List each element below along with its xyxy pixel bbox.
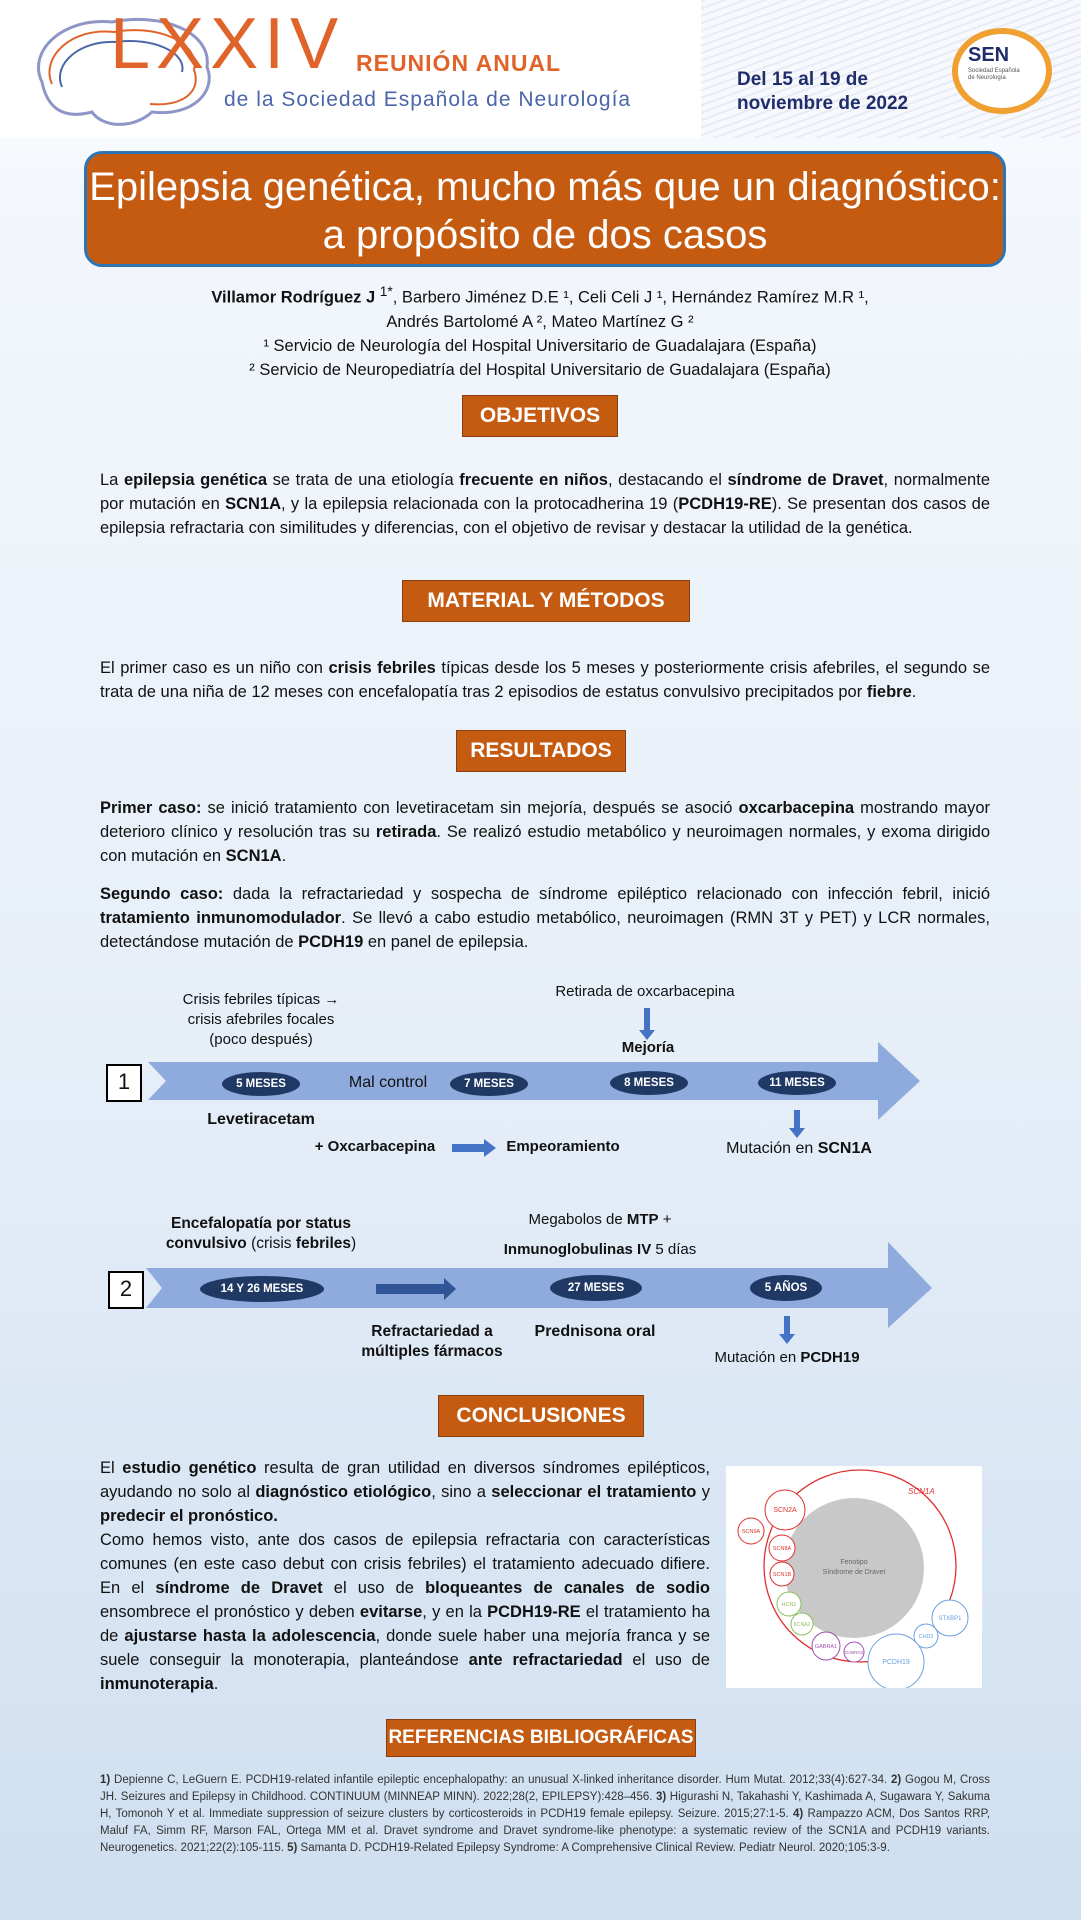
timeline1-mal-control: Mal control [348, 1074, 428, 1091]
meeting-dates: Del 15 al 19 de noviembre de 2022 [737, 69, 909, 114]
authors-line2: Andrés Bartolomé A ², Mateo Martínez G ² [386, 312, 694, 331]
svg-text:SCN1A: SCN1A [908, 1487, 935, 1496]
timeline2-pill-3: 5 AÑOS [750, 1275, 822, 1301]
svg-text:SCN2A: SCN2A [773, 1507, 797, 1514]
timeline2-arrowhead [779, 1334, 795, 1344]
timeline2-megabolos: Megabolos de MTP + [528, 1211, 672, 1228]
first-author: Villamor Rodríguez J [211, 288, 376, 307]
gene-phenotype-figure [726, 1466, 982, 1688]
section-resultados: RESULTADOS [456, 730, 626, 772]
timeline1-arrowhead-2 [789, 1128, 805, 1138]
first-author-sup: 1* [379, 284, 393, 299]
svg-text:Síndrome de Dravet: Síndrome de Dravet [822, 1569, 886, 1576]
edition-number: LXXIV [110, 4, 345, 84]
svg-text:GABRG2: GABRG2 [844, 1650, 864, 1655]
svg-text:PCDH19: PCDH19 [882, 1659, 910, 1666]
gene-venn-diagram [726, 1466, 982, 1688]
svg-text:SCN9A: SCN9A [741, 1529, 761, 1535]
svg-text:SCN1B: SCN1B [772, 1572, 792, 1578]
authors-line1: , Barbero Jiménez D.E ¹, Celi Celi J ¹, Hernández Ramírez M.R ¹, [392, 288, 869, 307]
references-list: 1) Depienne C, LeGuern E. PCDH19-related infantile epileptic encephalopathy: an unusual X-linked inheritance disorder. Hum Mutat. 2012;33(4):627-34. 2) Gogou M, Cross JH. Seizures and Epilepsy in Childhood. CONTINUUM (MINNEAP MINN). 2022;28(2, EPILEPSY):428–456. 3) Higurashi N, Takahashi Y, Kashimada A, Sugawara Y, Sakuma H, Tomonoh Y et al. Immediate suppression of seizure clusters by corticosteroids in PCDH19 female epilepsy. Seizure. 2015;27:1-5. 4) Rampazzo ACM, Dos Santos RRP, Maluf FA, Simm RF, Marson FAL, Ortega MM et al. Dravet syndrome and Dravet syndrome-like phenotype: a systematic review of the SCN1A and PCDH19 variants. Neurogenetics. 2021;22(2):105-115. 5) Samanta D. PCDH19-Related Epilepsy Syndrome: A Comprehensive Clinical Review. Pediatr Neurol. 2020;105:3-9. [100, 1774, 990, 1854]
svg-text:Fenotipo: Fenotipo [840, 1559, 868, 1566]
timeline1-pill-4: 11 MESES [758, 1071, 836, 1095]
timeline2-arrow-down [784, 1316, 790, 1336]
resultados-caso1: Primer caso: se inició tratamiento con levetiracetam sin mejoría, después se asoció oxcarbacepina mostrando mayor deterioro clínico y resolución tras su retirada. Se realizó estudio metabólico y neuroimagen normales, y exoma dirigido con mutación en SCN1A. [100, 799, 991, 865]
meeting-title: REUNIÓN ANUAL [356, 50, 562, 76]
timeline1-levetiracetam: Levetiracetam [207, 1111, 315, 1128]
resultados-caso2: Segundo caso: dada la refractariedad y sospecha de síndrome epiléptico relacionado con infección febril, inició tratamiento inmunomodulador. Se llevó a cabo estudio metabólico, neuroimagen (RMN 3T y PET) y LCR normales, detectándose mutación de PCDH19 en panel de epilepsia. [100, 885, 991, 951]
svg-text:CHD2: CHD2 [918, 1634, 934, 1640]
poster-title: Epilepsia genética, mucho más que un diagnóstico: a propósito de dos casos [84, 151, 1006, 267]
timeline2-note-left: Encefalopatía por status convulsivo (crisis febriles) [165, 1215, 357, 1252]
timeline1-pill-2: 7 MESES [450, 1072, 528, 1096]
timeline1-arrow-down-1 [644, 1008, 650, 1032]
svg-text:STXBP1: STXBP1 [938, 1616, 962, 1622]
section-material-metodos: MATERIAL Y MÉTODOS [402, 580, 690, 622]
poster-header [0, 0, 1081, 138]
society-name: de la Sociedad Española de Neurología [224, 88, 632, 111]
authors-block [100, 280, 980, 382]
section-conclusiones: CONCLUSIONES [438, 1395, 644, 1437]
section-objetivos: OBJETIVOS [462, 395, 618, 437]
svg-text:KCNA2: KCNA2 [793, 1622, 811, 1628]
svg-text:SCN8A: SCN8A [772, 1546, 792, 1552]
timeline1-note-mid: Retirada de oxcarbacepina [555, 983, 735, 1000]
timeline1-pill-3: 8 MESES [610, 1071, 688, 1095]
timeline1-oxcarbacepina: + Oxcarbacepina [314, 1138, 436, 1155]
metodos-text: El primer caso es un niño con crisis febriles típicas desde los 5 meses y posteriormente crisis afebriles, el segundo se trata de una niña de 12 meses con encefalopatía tras 2 episodios de estatus convulsivo precipitados por fiebre. [100, 659, 990, 701]
timeline2-number: 2 [108, 1271, 144, 1309]
timeline1-number: 1 [106, 1064, 142, 1102]
sen-logo-subtext: Sociedad Española de Neurología [968, 68, 1020, 81]
svg-text:HCN1: HCN1 [781, 1602, 797, 1608]
objetivos-text: La epilepsia genética se trata de una etiología frecuente en niños, destacando el síndrome de Dravet, normalmente por mutación en SCN1A, y la epilepsia relacionada con la protocadherina 19 (PCDH19-RE). Se presentan dos casos de epilepsia refractaria con similitudes y diferencias, con el objetivo de revisar y destacar la utilidad de la genética. [100, 471, 991, 537]
affiliation-1: ¹ Servicio de Neurología del Hospital Universitario de Guadalajara (España) [263, 336, 817, 355]
timeline2-inmunoglobulinas: Inmunoglobulinas IV 5 días [503, 1241, 697, 1258]
timeline2-prednisona: Prednisona oral [534, 1323, 656, 1340]
section-referencias: REFERENCIAS BIBLIOGRÁFICAS [386, 1719, 696, 1757]
timeline2-pill-1: 14 Y 26 MESES [200, 1276, 324, 1302]
timeline1-note-left: Crisis febriles típicas → crisis afebriles focales (poco después) [182, 991, 340, 1048]
timeline1-empeoramiento: Empeoramiento [506, 1138, 620, 1155]
timeline2-right-arrow-icon [376, 1278, 456, 1300]
timeline1-right-arrow-icon [452, 1139, 496, 1157]
timeline1-arrow-down-2 [794, 1110, 800, 1130]
timeline1-mutacion: Mutación en SCN1A [726, 1140, 872, 1157]
timeline1-pill-1: 5 MESES [222, 1072, 300, 1096]
timeline2-mutacion: Mutación en PCDH19 [714, 1349, 860, 1366]
affiliation-2: ² Servicio de Neuropediatría del Hospital Universitario de Guadalajara (España) [249, 360, 831, 379]
sen-logo-text: SEN [968, 44, 1010, 66]
svg-text:GABRA1: GABRA1 [814, 1644, 838, 1650]
timeline2-pill-2: 27 MESES [550, 1275, 642, 1301]
timeline1-mejoria: Mejoría [621, 1039, 675, 1056]
conclusiones-text: El estudio genético resulta de gran utilidad en diversos síndromes epilépticos, ayudando no solo al diagnóstico etiológico, sino a seleccionar el tratamiento y predecir el pronóstico. Como hemos visto, ante dos casos de epilepsia refractaria con características comunes (en este caso debut con crisis febriles) el tratamiento adecuado difiere. En el síndrome de Dravet el uso de bloqueantes de canales de sodio ensombrece el pronóstico y deben evitarse, y en la PCDH19-RE el tratamiento ha de ajustarse hasta la adolescencia, donde suele haber una mejoría franca y se suele conseguir la monoterapia, planteándose ante refractariedad el uso de inmunoterapia. [100, 1459, 711, 1693]
timeline2-refractariedad: Refractariedad a múltiples fármacos [361, 1323, 503, 1360]
